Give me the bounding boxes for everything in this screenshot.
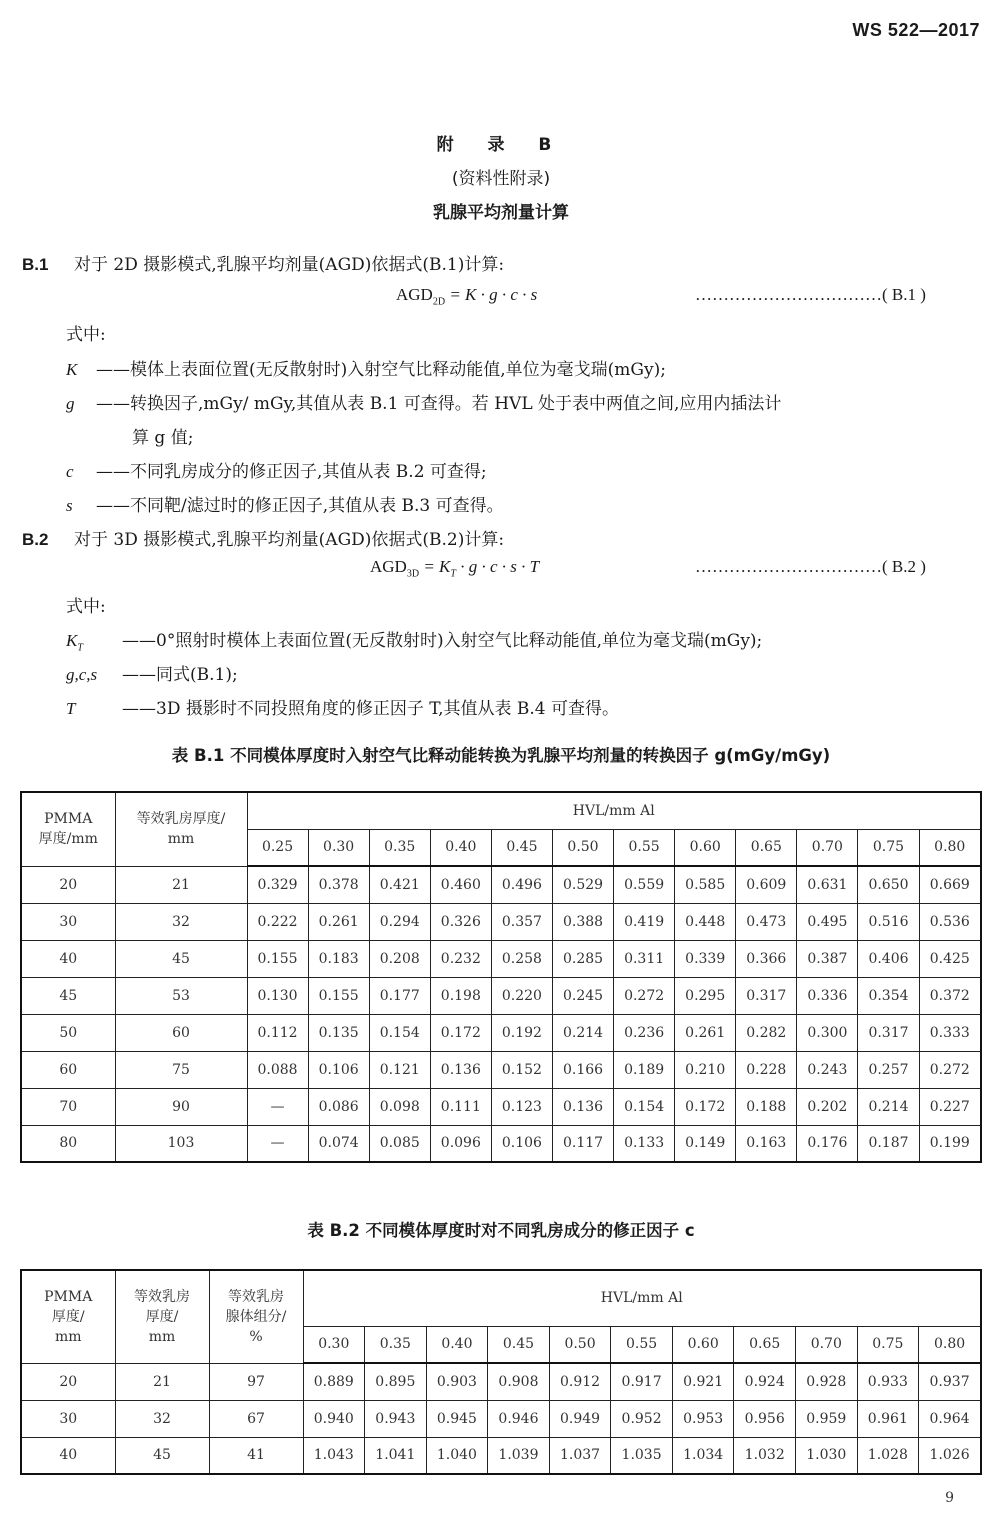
- table-cell: 41: [209, 1437, 303, 1474]
- table-cell: 0.945: [426, 1400, 488, 1437]
- table-cell: 0.609: [736, 866, 797, 903]
- symbol-t: T: [66, 699, 76, 718]
- table-cell: 0.085: [369, 1125, 430, 1162]
- table-cell: 0.154: [369, 1014, 430, 1051]
- table-b2: [20, 1269, 982, 1475]
- table-cell: —: [247, 1088, 308, 1125]
- table-cell: 0.921: [672, 1363, 734, 1400]
- table-cell: 0.172: [675, 1088, 736, 1125]
- table-cell: 0.949: [549, 1400, 611, 1437]
- formula-b2-lhs: AGD: [370, 557, 407, 576]
- clause-b2-number: B.2: [22, 530, 49, 549]
- table-cell: 0.177: [369, 977, 430, 1014]
- table-cell: 67: [209, 1400, 303, 1437]
- table-cell: 0.329: [247, 866, 308, 903]
- definition-g-continuation: 算 g 值;: [132, 428, 194, 448]
- table-cell: 0.956: [734, 1400, 796, 1437]
- symbol-gcs: g,c,s: [66, 665, 98, 684]
- table-cell: 0.940: [303, 1400, 365, 1437]
- table-cell: 0.366: [736, 940, 797, 977]
- table-cell: 0.961: [857, 1400, 919, 1437]
- table-row: [21, 1437, 981, 1474]
- table-cell: 0.155: [308, 977, 369, 1014]
- table-b2-header-glandularity: 等效乳房 腺体组分/ %: [209, 1270, 303, 1363]
- formula-b1-lhs: AGD: [396, 285, 433, 304]
- table-cell: 21: [115, 866, 247, 903]
- table-cell: 0.086: [308, 1088, 369, 1125]
- table-cell: 0.496: [491, 866, 552, 903]
- standard-code: WS 522—2017: [852, 20, 980, 40]
- definition-kt: [66, 626, 762, 653]
- table-cell: 53: [115, 977, 247, 1014]
- hvl-column-header: 0.45: [491, 829, 552, 866]
- symbol-s: s: [66, 496, 73, 515]
- definition-c: [66, 457, 487, 482]
- table-cell: 0.245: [552, 977, 613, 1014]
- clause-b2-text: 对于 3D 摄影模式,乳腺平均剂量(AGD)依据式(B.2)计算:: [74, 530, 505, 550]
- table-b1-header-pmma: PMMA 厚度/mm: [21, 792, 115, 866]
- table-cell: 0.189: [614, 1051, 675, 1088]
- table-row: [21, 1088, 981, 1125]
- hvl-column-header: 0.70: [797, 829, 858, 866]
- table-cell: 45: [21, 977, 115, 1014]
- formula-b2-rhs-tail: · g · c · s · T: [455, 557, 540, 576]
- definition-t-text: ——3D 摄影时不同投照角度的修正因子 T,其值从表 B.4 可查得。: [122, 699, 620, 719]
- table-cell: 60: [21, 1051, 115, 1088]
- table-cell: 0.117: [552, 1125, 613, 1162]
- table-cell: 0.378: [308, 866, 369, 903]
- table-cell: 0.495: [797, 903, 858, 940]
- table-cell: 21: [115, 1363, 209, 1400]
- table-cell: 0.272: [919, 1051, 981, 1088]
- table-cell: 1.032: [734, 1437, 796, 1474]
- table-cell: 0.295: [675, 977, 736, 1014]
- table-cell: 0.214: [858, 1088, 919, 1125]
- table-cell: 20: [21, 1363, 115, 1400]
- table-cell: 0.953: [672, 1400, 734, 1437]
- table-cell: 0.133: [614, 1125, 675, 1162]
- table-row: [21, 1014, 981, 1051]
- table-cell: 70: [21, 1088, 115, 1125]
- table-cell: 0.933: [857, 1363, 919, 1400]
- table-cell: 0.199: [919, 1125, 981, 1162]
- table-cell: 1.028: [857, 1437, 919, 1474]
- table-cell: 0.516: [858, 903, 919, 940]
- table-cell: 0.339: [675, 940, 736, 977]
- table-cell: 1.043: [303, 1437, 365, 1474]
- definition-gcs: [66, 660, 238, 685]
- table-cell: —: [247, 1125, 308, 1162]
- table-b1-header-equiv-thickness: 等效乳房厚度/ mm: [115, 792, 247, 866]
- table-cell: 1.034: [672, 1437, 734, 1474]
- clause-b2: [22, 525, 504, 550]
- appendix-title: 附 录 B: [436, 135, 566, 155]
- table-cell: 0.946: [488, 1400, 550, 1437]
- table-cell: 45: [115, 1437, 209, 1474]
- table-cell: 1.026: [919, 1437, 981, 1474]
- table-cell: 0.208: [369, 940, 430, 977]
- appendix-subtitle: (资料性附录): [451, 169, 551, 189]
- definition-c-text: ——不同乳房成分的修正因子,其值从表 B.2 可查得;: [96, 462, 487, 482]
- table-cell: 90: [115, 1088, 247, 1125]
- table-cell: 0.130: [247, 977, 308, 1014]
- table-row: [21, 1363, 981, 1400]
- table-cell: 0.236: [614, 1014, 675, 1051]
- table-cell: 0.149: [675, 1125, 736, 1162]
- table-cell: 0.285: [552, 940, 613, 977]
- hvl-column-header: 0.55: [614, 829, 675, 866]
- table-cell: 45: [115, 940, 247, 977]
- table-cell: 0.166: [552, 1051, 613, 1088]
- table-cell: 0.214: [552, 1014, 613, 1051]
- table-cell: 97: [209, 1363, 303, 1400]
- hvl-column-header: 0.75: [858, 829, 919, 866]
- table-cell: 0.183: [308, 940, 369, 977]
- table-cell: 0.917: [611, 1363, 673, 1400]
- equation-number-b1: ……………………………( B.1 ): [695, 285, 926, 304]
- table-cell: 0.311: [614, 940, 675, 977]
- table-cell: 0.294: [369, 903, 430, 940]
- table-cell: 0.448: [675, 903, 736, 940]
- table-cell: 103: [115, 1125, 247, 1162]
- table-cell: 0.112: [247, 1014, 308, 1051]
- table-cell: 32: [115, 903, 247, 940]
- appendix-heading: 乳腺平均剂量计算: [433, 203, 569, 223]
- table-cell: 0.261: [675, 1014, 736, 1051]
- table-row: [21, 1051, 981, 1088]
- table-row: [21, 866, 981, 903]
- table-b2-header-pmma: PMMA 厚度/ mm: [21, 1270, 115, 1363]
- formula-b2-rhs: = K: [423, 557, 451, 576]
- table-cell: 80: [21, 1125, 115, 1162]
- table-b1-header-hvl: HVL/mm Al: [247, 792, 981, 829]
- table-row: [21, 1400, 981, 1437]
- symbol-k: K: [66, 360, 78, 379]
- hvl-column-header: 0.60: [675, 829, 736, 866]
- definition-s: [66, 491, 504, 516]
- hvl-column-header: 0.65: [734, 1326, 796, 1363]
- table-cell: 0.155: [247, 940, 308, 977]
- clause-b1-number: B.1: [22, 255, 49, 274]
- table-cell: 0.172: [430, 1014, 491, 1051]
- table-row: [21, 977, 981, 1014]
- hvl-column-header: 0.35: [369, 829, 430, 866]
- table-cell: 0.669: [919, 866, 981, 903]
- hvl-column-header: 0.25: [247, 829, 308, 866]
- table-cell: 0.387: [797, 940, 858, 977]
- table-cell: 0.098: [369, 1088, 430, 1125]
- table-cell: 0.964: [919, 1400, 981, 1437]
- definition-gcs-text: ——同式(B.1);: [122, 665, 238, 685]
- table-cell: 0.529: [552, 866, 613, 903]
- table-cell: 0.425: [919, 940, 981, 977]
- clause-b1: [22, 250, 504, 275]
- hvl-column-header: 0.70: [796, 1326, 858, 1363]
- hvl-column-header: 0.30: [308, 829, 369, 866]
- table-cell: 0.106: [308, 1051, 369, 1088]
- table-cell: 0.096: [430, 1125, 491, 1162]
- table-cell: 0.421: [369, 866, 430, 903]
- table-cell: 0.333: [919, 1014, 981, 1051]
- table-cell: 0.631: [797, 866, 858, 903]
- table-cell: 0.198: [430, 977, 491, 1014]
- table-cell: 0.106: [491, 1125, 552, 1162]
- hvl-column-header: 0.50: [552, 829, 613, 866]
- table-cell: 0.903: [426, 1363, 488, 1400]
- equation-number-b2: ……………………………( B.2 ): [695, 557, 926, 576]
- table-cell: 0.908: [488, 1363, 550, 1400]
- table-cell: 0.121: [369, 1051, 430, 1088]
- hvl-column-header: 0.75: [857, 1326, 919, 1363]
- table-cell: 1.037: [549, 1437, 611, 1474]
- table-cell: 0.536: [919, 903, 981, 940]
- table-b2-header-hvl: HVL/mm Al: [303, 1270, 981, 1326]
- table-cell: 0.227: [919, 1088, 981, 1125]
- table-row: [21, 903, 981, 940]
- table-cell: 0.952: [611, 1400, 673, 1437]
- table-cell: 0.135: [308, 1014, 369, 1051]
- definition-k-text: ——模体上表面位置(无反散射时)入射空气比释动能值,单位为毫戈瑞(mGy);: [96, 360, 666, 380]
- table-cell: 0.372: [919, 977, 981, 1014]
- hvl-column-header: 0.40: [430, 829, 491, 866]
- table-cell: 0.188: [736, 1088, 797, 1125]
- table-cell: 0.154: [614, 1088, 675, 1125]
- table-b1-caption: 表 B.1 不同模体厚度时入射空气比释动能转换为乳腺平均剂量的转换因子 g(mGy/mGy): [171, 746, 831, 765]
- table-cell: 1.039: [488, 1437, 550, 1474]
- table-cell: 0.912: [549, 1363, 611, 1400]
- table-cell: 0.176: [797, 1125, 858, 1162]
- table-cell: 0.220: [491, 977, 552, 1014]
- table-cell: 0.123: [491, 1088, 552, 1125]
- hvl-column-header: 0.35: [365, 1326, 427, 1363]
- table-cell: 0.473: [736, 903, 797, 940]
- table-cell: 0.210: [675, 1051, 736, 1088]
- formula-b1-lhs-sub: 2D: [432, 296, 446, 308]
- table-cell: 1.040: [426, 1437, 488, 1474]
- table-cell: 0.136: [552, 1088, 613, 1125]
- table-cell: 0.354: [858, 977, 919, 1014]
- table-cell: 0.419: [614, 903, 675, 940]
- table-cell: 0.924: [734, 1363, 796, 1400]
- hvl-column-header: 0.50: [549, 1326, 611, 1363]
- table-cell: 0.152: [491, 1051, 552, 1088]
- hvl-column-header: 0.30: [303, 1326, 365, 1363]
- definition-g: [66, 389, 781, 414]
- definition-g-text: ——转换因子,mGy/ mGy,其值从表 B.1 可查得。若 HVL 处于表中两值之间,应用内插法计: [96, 394, 782, 414]
- table-cell: 0.282: [736, 1014, 797, 1051]
- table-cell: 1.035: [611, 1437, 673, 1474]
- table-cell: 0.136: [430, 1051, 491, 1088]
- table-cell: 0.243: [797, 1051, 858, 1088]
- table-cell: 75: [115, 1051, 247, 1088]
- table-cell: 1.041: [365, 1437, 427, 1474]
- table-cell: 0.187: [858, 1125, 919, 1162]
- symbol-c: c: [66, 462, 74, 481]
- table-b2-header-equiv-thickness: 等效乳房 厚度/ mm: [115, 1270, 209, 1363]
- table-cell: 0.336: [797, 977, 858, 1014]
- formula-b2: [370, 557, 539, 579]
- table-cell: 0.928: [796, 1363, 858, 1400]
- hvl-column-header: 0.80: [919, 1326, 981, 1363]
- hvl-column-header: 0.45: [488, 1326, 550, 1363]
- hvl-column-header: 0.80: [919, 829, 981, 866]
- hvl-column-header: 0.60: [672, 1326, 734, 1363]
- hvl-column-header: 0.65: [736, 829, 797, 866]
- definition-t: [66, 694, 619, 719]
- table-cell: 0.895: [365, 1363, 427, 1400]
- table-cell: 0.943: [365, 1400, 427, 1437]
- table-b2-caption: 表 B.2 不同模体厚度时对不同乳房成分的修正因子 c: [307, 1221, 695, 1240]
- table-cell: 0.074: [308, 1125, 369, 1162]
- table-cell: 0.559: [614, 866, 675, 903]
- table-cell: 0.406: [858, 940, 919, 977]
- where-label-b1: 式中:: [66, 325, 106, 345]
- symbol-g: g: [66, 394, 75, 413]
- table-cell: 50: [21, 1014, 115, 1051]
- formula-b1-rhs: = K · g · c · s: [449, 285, 538, 304]
- table-cell: 0.222: [247, 903, 308, 940]
- table-cell: 0.326: [430, 903, 491, 940]
- table-cell: 0.192: [491, 1014, 552, 1051]
- definition-kt-text: ——0°照射时模体上表面位置(无反散射时)入射空气比释动能值,单位为毫戈瑞(mGy);: [122, 631, 763, 651]
- table-cell: 0.357: [491, 903, 552, 940]
- table-cell: 0.388: [552, 903, 613, 940]
- table-cell: 1.030: [796, 1437, 858, 1474]
- definition-k: [66, 355, 666, 380]
- table-cell: 0.317: [736, 977, 797, 1014]
- table-cell: 0.111: [430, 1088, 491, 1125]
- table-cell: 0.257: [858, 1051, 919, 1088]
- table-cell: 0.460: [430, 866, 491, 903]
- table-cell: 30: [21, 1400, 115, 1437]
- table-cell: 0.258: [491, 940, 552, 977]
- table-cell: 60: [115, 1014, 247, 1051]
- hvl-column-header: 0.40: [426, 1326, 488, 1363]
- table-cell: 0.959: [796, 1400, 858, 1437]
- table-cell: 0.163: [736, 1125, 797, 1162]
- table-cell: 0.585: [675, 866, 736, 903]
- hvl-column-header: 0.55: [611, 1326, 673, 1363]
- table-b1: [20, 791, 982, 1163]
- table-cell: 0.889: [303, 1363, 365, 1400]
- table-cell: 0.937: [919, 1363, 981, 1400]
- table-cell: 0.300: [797, 1014, 858, 1051]
- definition-s-text: ——不同靶/滤过时的修正因子,其值从表 B.3 可查得。: [96, 496, 504, 516]
- formula-b2-rhs-sub: T: [450, 568, 456, 580]
- table-cell: 0.650: [858, 866, 919, 903]
- table-cell: 20: [21, 866, 115, 903]
- where-label-b2: 式中:: [66, 597, 106, 617]
- table-row: [21, 940, 981, 977]
- table-cell: 40: [21, 940, 115, 977]
- formula-b2-lhs-sub: 3D: [406, 568, 420, 580]
- table-cell: 0.202: [797, 1088, 858, 1125]
- table-row: [21, 1125, 981, 1162]
- page-number: 9: [945, 1490, 954, 1506]
- formula-b1: [396, 285, 537, 307]
- table-cell: 30: [21, 903, 115, 940]
- table-cell: 0.088: [247, 1051, 308, 1088]
- table-cell: 0.317: [858, 1014, 919, 1051]
- table-cell: 0.272: [614, 977, 675, 1014]
- table-cell: 0.232: [430, 940, 491, 977]
- table-cell: 32: [115, 1400, 209, 1437]
- table-cell: 40: [21, 1437, 115, 1474]
- table-cell: 0.261: [308, 903, 369, 940]
- table-cell: 0.228: [736, 1051, 797, 1088]
- symbol-kt: $K_T$: [66, 631, 83, 654]
- clause-b1-text: 对于 2D 摄影模式,乳腺平均剂量(AGD)依据式(B.1)计算:: [74, 255, 505, 275]
